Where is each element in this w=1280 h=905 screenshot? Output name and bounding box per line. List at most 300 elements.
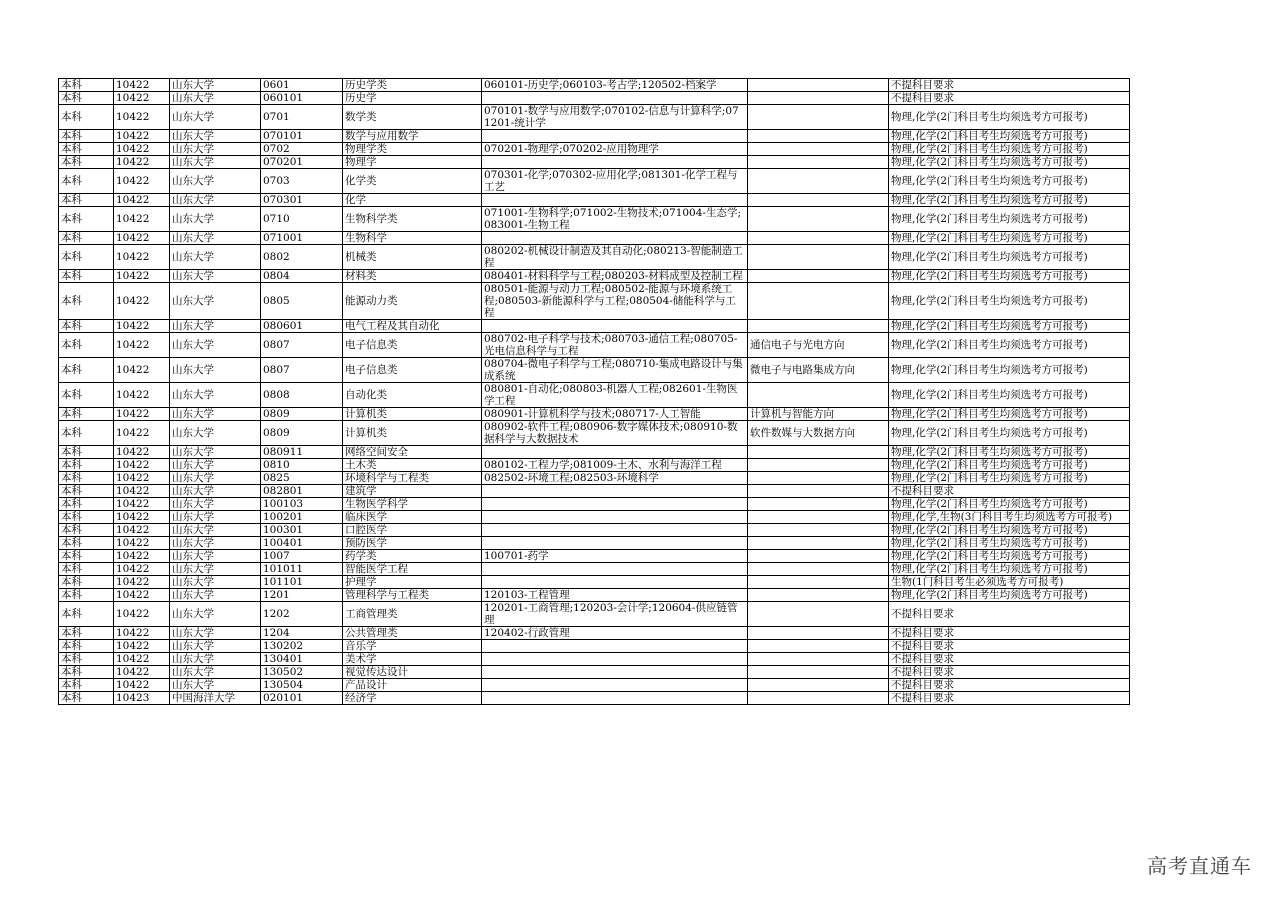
level-cell: 本科 bbox=[59, 524, 114, 537]
level-cell: 本科 bbox=[59, 270, 114, 283]
table-row bbox=[59, 692, 1130, 705]
major-name-cell: 物理学类 bbox=[343, 143, 482, 156]
school-name-cell: 山东大学 bbox=[170, 498, 261, 511]
subject-requirement-cell: 不提科目要求 bbox=[889, 640, 1130, 653]
included-majors-cell: 080401-材料科学与工程;080203-材料成型及控制工程 bbox=[482, 270, 748, 283]
direction-cell bbox=[748, 679, 889, 692]
level-cell: 本科 bbox=[59, 446, 114, 459]
major-code-cell: 1007 bbox=[261, 550, 343, 563]
school-name-cell: 山东大学 bbox=[170, 245, 261, 270]
major-code-cell: 130502 bbox=[261, 666, 343, 679]
level-cell: 本科 bbox=[59, 640, 114, 653]
included-majors-cell bbox=[482, 446, 748, 459]
school-code-cell: 10422 bbox=[114, 156, 170, 169]
included-majors-cell: 070101-数学与应用数学;070102-信息与计算科学;071201-统计学 bbox=[482, 105, 748, 130]
school-name-cell: 山东大学 bbox=[170, 320, 261, 333]
major-code-cell: 1202 bbox=[261, 602, 343, 627]
subject-requirement-cell: 物理,化学(2门科目考生均须选考方可报考) bbox=[889, 207, 1130, 232]
major-name-cell: 公共管理类 bbox=[343, 627, 482, 640]
included-majors-cell: 100701-药学 bbox=[482, 550, 748, 563]
school-name-cell: 山东大学 bbox=[170, 537, 261, 550]
direction-cell bbox=[748, 232, 889, 245]
level-cell: 本科 bbox=[59, 408, 114, 421]
included-majors-cell: 080102-工程力学;081009-土木、水利与海洋工程 bbox=[482, 459, 748, 472]
subject-requirement-cell: 物理,化学(2门科目考生均须选考方可报考) bbox=[889, 270, 1130, 283]
level-cell: 本科 bbox=[59, 537, 114, 550]
included-majors-cell bbox=[482, 320, 748, 333]
subject-requirement-cell: 物理,化学(2门科目考生均须选考方可报考) bbox=[889, 383, 1130, 408]
major-code-cell: 0809 bbox=[261, 408, 343, 421]
direction-cell bbox=[748, 270, 889, 283]
major-name-cell: 计算机类 bbox=[343, 408, 482, 421]
level-cell: 本科 bbox=[59, 156, 114, 169]
school-name-cell: 山东大学 bbox=[170, 194, 261, 207]
table-row bbox=[59, 320, 1130, 333]
level-cell: 本科 bbox=[59, 485, 114, 498]
subject-requirement-cell: 物理,化学,生物(3门科目考生均须选考方可报考) bbox=[889, 511, 1130, 524]
major-code-cell: 082801 bbox=[261, 485, 343, 498]
level-cell: 本科 bbox=[59, 666, 114, 679]
direction-cell: 计算机与智能方向 bbox=[748, 408, 889, 421]
major-name-cell: 历史学 bbox=[343, 92, 482, 105]
major-code-cell: 0703 bbox=[261, 169, 343, 194]
table-row bbox=[59, 602, 1130, 627]
major-name-cell: 临床医学 bbox=[343, 511, 482, 524]
school-code-cell: 10422 bbox=[114, 511, 170, 524]
table-row bbox=[59, 498, 1130, 511]
school-code-cell: 10422 bbox=[114, 383, 170, 408]
school-name-cell: 山东大学 bbox=[170, 358, 261, 383]
direction-cell bbox=[748, 383, 889, 408]
school-code-cell: 10422 bbox=[114, 679, 170, 692]
direction-cell: 通信电子与光电方向 bbox=[748, 333, 889, 358]
level-cell: 本科 bbox=[59, 653, 114, 666]
subject-requirement-cell: 不提科目要求 bbox=[889, 92, 1130, 105]
table-row bbox=[59, 383, 1130, 408]
major-code-cell: 0807 bbox=[261, 333, 343, 358]
table-row bbox=[59, 472, 1130, 485]
school-name-cell: 山东大学 bbox=[170, 421, 261, 446]
major-code-cell: 0710 bbox=[261, 207, 343, 232]
table-row bbox=[59, 143, 1130, 156]
school-code-cell: 10422 bbox=[114, 194, 170, 207]
school-name-cell: 山东大学 bbox=[170, 333, 261, 358]
major-code-cell: 0804 bbox=[261, 270, 343, 283]
included-majors-cell: 060101-历史学;060103-考古学;120502-档案学 bbox=[482, 79, 748, 92]
direction-cell bbox=[748, 563, 889, 576]
table-row bbox=[59, 459, 1130, 472]
included-majors-cell: 080501-能源与动力工程;080502-能源与环境系统工程;080503-新能源科学与工程;080504-储能科学与工程 bbox=[482, 283, 748, 320]
direction-cell bbox=[748, 105, 889, 130]
school-name-cell: 山东大学 bbox=[170, 156, 261, 169]
major-name-cell: 视觉传达设计 bbox=[343, 666, 482, 679]
table-row bbox=[59, 283, 1130, 320]
major-code-cell: 100201 bbox=[261, 511, 343, 524]
included-majors-cell bbox=[482, 524, 748, 537]
school-name-cell: 山东大学 bbox=[170, 408, 261, 421]
major-name-cell: 历史学类 bbox=[343, 79, 482, 92]
direction-cell bbox=[748, 692, 889, 705]
table-row bbox=[59, 194, 1130, 207]
included-majors-cell bbox=[482, 640, 748, 653]
level-cell: 本科 bbox=[59, 79, 114, 92]
subject-requirement-cell: 不提科目要求 bbox=[889, 666, 1130, 679]
direction-cell bbox=[748, 589, 889, 602]
school-name-cell: 山东大学 bbox=[170, 666, 261, 679]
subject-requirement-cell: 物理,化学(2门科目考生均须选考方可报考) bbox=[889, 130, 1130, 143]
major-name-cell: 产品设计 bbox=[343, 679, 482, 692]
school-name-cell: 山东大学 bbox=[170, 576, 261, 589]
major-name-cell: 生物科学 bbox=[343, 232, 482, 245]
school-code-cell: 10422 bbox=[114, 333, 170, 358]
table-row bbox=[59, 563, 1130, 576]
major-name-cell: 口腔医学 bbox=[343, 524, 482, 537]
table-row bbox=[59, 524, 1130, 537]
table-row bbox=[59, 446, 1130, 459]
subject-requirement-cell: 物理,化学(2门科目考生均须选考方可报考) bbox=[889, 589, 1130, 602]
included-majors-cell: 120402-行政管理 bbox=[482, 627, 748, 640]
direction-cell bbox=[748, 653, 889, 666]
major-code-cell: 020101 bbox=[261, 692, 343, 705]
subject-requirement-cell: 物理,化学(2门科目考生均须选考方可报考) bbox=[889, 446, 1130, 459]
direction-cell bbox=[748, 169, 889, 194]
included-majors-cell bbox=[482, 666, 748, 679]
major-code-cell: 130202 bbox=[261, 640, 343, 653]
major-name-cell: 智能医学工程 bbox=[343, 563, 482, 576]
direction-cell bbox=[748, 283, 889, 320]
subject-requirement-cell: 物理,化学(2门科目考生均须选考方可报考) bbox=[889, 421, 1130, 446]
major-code-cell: 100301 bbox=[261, 524, 343, 537]
major-name-cell: 经济学 bbox=[343, 692, 482, 705]
included-majors-cell: 070201-物理学;070202-应用物理学 bbox=[482, 143, 748, 156]
school-code-cell: 10422 bbox=[114, 446, 170, 459]
direction-cell bbox=[748, 640, 889, 653]
school-name-cell: 山东大学 bbox=[170, 679, 261, 692]
subject-requirement-cell: 物理,化学(2门科目考生均须选考方可报考) bbox=[889, 358, 1130, 383]
direction-cell: 软件数媒与大数据方向 bbox=[748, 421, 889, 446]
subject-requirement-cell: 不提科目要求 bbox=[889, 627, 1130, 640]
level-cell: 本科 bbox=[59, 92, 114, 105]
subject-requirement-cell: 不提科目要求 bbox=[889, 679, 1130, 692]
school-code-cell: 10422 bbox=[114, 245, 170, 270]
table-row bbox=[59, 232, 1130, 245]
school-code-cell: 10422 bbox=[114, 207, 170, 232]
major-name-cell: 预防医学 bbox=[343, 537, 482, 550]
level-cell: 本科 bbox=[59, 692, 114, 705]
major-code-cell: 070301 bbox=[261, 194, 343, 207]
school-code-cell: 10422 bbox=[114, 627, 170, 640]
direction-cell bbox=[748, 194, 889, 207]
school-name-cell: 山东大学 bbox=[170, 105, 261, 130]
school-name-cell: 山东大学 bbox=[170, 383, 261, 408]
school-name-cell: 山东大学 bbox=[170, 270, 261, 283]
major-code-cell: 1204 bbox=[261, 627, 343, 640]
major-name-cell: 电气工程及其自动化 bbox=[343, 320, 482, 333]
direction-cell bbox=[748, 485, 889, 498]
subject-requirement-cell: 物理,化学(2门科目考生均须选考方可报考) bbox=[889, 156, 1130, 169]
major-code-cell: 100401 bbox=[261, 537, 343, 550]
subject-requirement-cell: 不提科目要求 bbox=[889, 602, 1130, 627]
school-code-cell: 10422 bbox=[114, 640, 170, 653]
included-majors-cell: 080202-机械设计制造及其自动化;080213-智能制造工程 bbox=[482, 245, 748, 270]
level-cell: 本科 bbox=[59, 550, 114, 563]
direction-cell bbox=[748, 446, 889, 459]
subject-requirement-cell: 物理,化学(2门科目考生均须选考方可报考) bbox=[889, 320, 1130, 333]
level-cell: 本科 bbox=[59, 207, 114, 232]
table-row bbox=[59, 666, 1130, 679]
table-row bbox=[59, 421, 1130, 446]
subject-requirement-cell: 物理,化学(2门科目考生均须选考方可报考) bbox=[889, 459, 1130, 472]
included-majors-cell: 071001-生物科学;071002-生物技术;071004-生态学;083001-生物工程 bbox=[482, 207, 748, 232]
major-name-cell: 数学与应用数学 bbox=[343, 130, 482, 143]
school-name-cell: 山东大学 bbox=[170, 79, 261, 92]
included-majors-cell bbox=[482, 498, 748, 511]
level-cell: 本科 bbox=[59, 627, 114, 640]
included-majors-cell: 080901-计算机科学与技术;080717-人工智能 bbox=[482, 408, 748, 421]
school-code-cell: 10422 bbox=[114, 524, 170, 537]
major-name-cell: 能源动力类 bbox=[343, 283, 482, 320]
table-row bbox=[59, 550, 1130, 563]
table-row bbox=[59, 169, 1130, 194]
major-name-cell: 音乐学 bbox=[343, 640, 482, 653]
major-code-cell: 070201 bbox=[261, 156, 343, 169]
major-name-cell: 物理学 bbox=[343, 156, 482, 169]
included-majors-cell: 082502-环境工程;082503-环境科学 bbox=[482, 472, 748, 485]
major-code-cell: 060101 bbox=[261, 92, 343, 105]
school-name-cell: 山东大学 bbox=[170, 653, 261, 666]
school-name-cell: 山东大学 bbox=[170, 602, 261, 627]
level-cell: 本科 bbox=[59, 194, 114, 207]
level-cell: 本科 bbox=[59, 472, 114, 485]
subject-requirement-cell: 物理,化学(2门科目考生均须选考方可报考) bbox=[889, 143, 1130, 156]
school-code-cell: 10422 bbox=[114, 537, 170, 550]
school-name-cell: 山东大学 bbox=[170, 283, 261, 320]
major-code-cell: 0702 bbox=[261, 143, 343, 156]
major-code-cell: 080911 bbox=[261, 446, 343, 459]
subject-requirement-cell: 物理,化学(2门科目考生均须选考方可报考) bbox=[889, 524, 1130, 537]
level-cell: 本科 bbox=[59, 358, 114, 383]
school-code-cell: 10422 bbox=[114, 105, 170, 130]
school-name-cell: 山东大学 bbox=[170, 207, 261, 232]
direction-cell bbox=[748, 550, 889, 563]
subject-requirement-cell: 物理,化学(2门科目考生均须选考方可报考) bbox=[889, 498, 1130, 511]
major-code-cell: 0825 bbox=[261, 472, 343, 485]
table-row bbox=[59, 207, 1130, 232]
major-name-cell: 计算机类 bbox=[343, 421, 482, 446]
subject-requirement-cell: 物理,化学(2门科目考生均须选考方可报考) bbox=[889, 169, 1130, 194]
included-majors-cell bbox=[482, 537, 748, 550]
school-code-cell: 10422 bbox=[114, 92, 170, 105]
level-cell: 本科 bbox=[59, 511, 114, 524]
school-name-cell: 山东大学 bbox=[170, 169, 261, 194]
table-row bbox=[59, 333, 1130, 358]
direction-cell bbox=[748, 320, 889, 333]
subject-requirement-cell: 物理,化学(2门科目考生均须选考方可报考) bbox=[889, 283, 1130, 320]
included-majors-cell bbox=[482, 653, 748, 666]
school-name-cell: 山东大学 bbox=[170, 143, 261, 156]
major-name-cell: 药学类 bbox=[343, 550, 482, 563]
school-code-cell: 10422 bbox=[114, 408, 170, 421]
major-code-cell: 0810 bbox=[261, 459, 343, 472]
school-name-cell: 山东大学 bbox=[170, 511, 261, 524]
table-row bbox=[59, 511, 1130, 524]
included-majors-cell bbox=[482, 485, 748, 498]
major-code-cell: 0701 bbox=[261, 105, 343, 130]
subject-requirement-cell: 物理,化学(2门科目考生均须选考方可报考) bbox=[889, 550, 1130, 563]
table-row bbox=[59, 537, 1130, 550]
school-code-cell: 10422 bbox=[114, 283, 170, 320]
subject-requirement-cell: 物理,化学(2门科目考生均须选考方可报考) bbox=[889, 408, 1130, 421]
table-row bbox=[59, 79, 1130, 92]
school-code-cell: 10422 bbox=[114, 79, 170, 92]
direction-cell bbox=[748, 156, 889, 169]
school-code-cell: 10422 bbox=[114, 270, 170, 283]
school-name-cell: 山东大学 bbox=[170, 472, 261, 485]
subject-requirement-cell: 物理,化学(2门科目考生均须选考方可报考) bbox=[889, 537, 1130, 550]
school-code-cell: 10422 bbox=[114, 666, 170, 679]
direction-cell bbox=[748, 666, 889, 679]
major-name-cell: 机械类 bbox=[343, 245, 482, 270]
included-majors-cell bbox=[482, 194, 748, 207]
subject-requirement-cell: 物理,化学(2门科目考生均须选考方可报考) bbox=[889, 105, 1130, 130]
major-code-cell: 071001 bbox=[261, 232, 343, 245]
direction-cell bbox=[748, 602, 889, 627]
major-code-cell: 080601 bbox=[261, 320, 343, 333]
school-code-cell: 10422 bbox=[114, 320, 170, 333]
level-cell: 本科 bbox=[59, 576, 114, 589]
level-cell: 本科 bbox=[59, 130, 114, 143]
major-code-cell: 101011 bbox=[261, 563, 343, 576]
included-majors-cell bbox=[482, 576, 748, 589]
school-code-cell: 10422 bbox=[114, 143, 170, 156]
subject-requirement-cell: 物理,化学(2门科目考生均须选考方可报考) bbox=[889, 245, 1130, 270]
direction-cell bbox=[748, 207, 889, 232]
major-name-cell: 环境科学与工程类 bbox=[343, 472, 482, 485]
level-cell: 本科 bbox=[59, 498, 114, 511]
level-cell: 本科 bbox=[59, 320, 114, 333]
subject-requirement-cell: 生物(1门科目考生必须选考方可报考) bbox=[889, 576, 1130, 589]
direction-cell bbox=[748, 459, 889, 472]
major-code-cell: 0809 bbox=[261, 421, 343, 446]
subject-requirement-cell: 不提科目要求 bbox=[889, 485, 1130, 498]
school-code-cell: 10423 bbox=[114, 692, 170, 705]
table-row bbox=[59, 589, 1130, 602]
school-code-cell: 10422 bbox=[114, 472, 170, 485]
major-code-cell: 0808 bbox=[261, 383, 343, 408]
table-row bbox=[59, 156, 1130, 169]
school-name-cell: 山东大学 bbox=[170, 485, 261, 498]
major-code-cell: 070101 bbox=[261, 130, 343, 143]
included-majors-cell: 080702-电子科学与技术;080703-通信工程;080705-光电信息科学与工程 bbox=[482, 333, 748, 358]
direction-cell bbox=[748, 472, 889, 485]
table-row bbox=[59, 130, 1130, 143]
school-name-cell: 山东大学 bbox=[170, 446, 261, 459]
major-name-cell: 化学类 bbox=[343, 169, 482, 194]
direction-cell bbox=[748, 537, 889, 550]
level-cell: 本科 bbox=[59, 421, 114, 446]
school-code-cell: 10422 bbox=[114, 602, 170, 627]
school-name-cell: 山东大学 bbox=[170, 524, 261, 537]
school-name-cell: 山东大学 bbox=[170, 589, 261, 602]
school-code-cell: 10422 bbox=[114, 130, 170, 143]
table-row bbox=[59, 627, 1130, 640]
included-majors-cell: 120201-工商管理;120203-会计学;120604-供应链管理 bbox=[482, 602, 748, 627]
direction-cell bbox=[748, 511, 889, 524]
included-majors-cell bbox=[482, 232, 748, 245]
table-row bbox=[59, 92, 1130, 105]
major-name-cell: 美术学 bbox=[343, 653, 482, 666]
school-name-cell: 山东大学 bbox=[170, 92, 261, 105]
major-code-cell: 0601 bbox=[261, 79, 343, 92]
table-row bbox=[59, 640, 1130, 653]
table-row bbox=[59, 245, 1130, 270]
subject-requirement-cell: 不提科目要求 bbox=[889, 653, 1130, 666]
table-row bbox=[59, 358, 1130, 383]
included-majors-cell bbox=[482, 563, 748, 576]
level-cell: 本科 bbox=[59, 563, 114, 576]
major-name-cell: 电子信息类 bbox=[343, 358, 482, 383]
subject-requirement-cell: 物理,化学(2门科目考生均须选考方可报考) bbox=[889, 333, 1130, 358]
major-name-cell: 土木类 bbox=[343, 459, 482, 472]
level-cell: 本科 bbox=[59, 383, 114, 408]
included-majors-cell bbox=[482, 130, 748, 143]
included-majors-cell bbox=[482, 156, 748, 169]
major-code-cell: 101101 bbox=[261, 576, 343, 589]
major-name-cell: 生物医学科学 bbox=[343, 498, 482, 511]
major-code-cell: 0805 bbox=[261, 283, 343, 320]
direction-cell bbox=[748, 92, 889, 105]
subject-requirement-cell: 物理,化学(2门科目考生均须选考方可报考) bbox=[889, 232, 1130, 245]
included-majors-cell: 080902-软件工程;080906-数字媒体技术;080910-数据科学与大数据技术 bbox=[482, 421, 748, 446]
major-name-cell: 管理科学与工程类 bbox=[343, 589, 482, 602]
school-code-cell: 10422 bbox=[114, 498, 170, 511]
subject-requirement-cell: 物理,化学(2门科目考生均须选考方可报考) bbox=[889, 194, 1130, 207]
table-body bbox=[59, 79, 1130, 705]
school-code-cell: 10422 bbox=[114, 563, 170, 576]
level-cell: 本科 bbox=[59, 589, 114, 602]
direction-cell bbox=[748, 524, 889, 537]
included-majors-cell: 070301-化学;070302-应用化学;081301-化学工程与工艺 bbox=[482, 169, 748, 194]
included-majors-cell bbox=[482, 679, 748, 692]
direction-cell bbox=[748, 245, 889, 270]
major-name-cell: 材料类 bbox=[343, 270, 482, 283]
major-name-cell: 建筑学 bbox=[343, 485, 482, 498]
major-name-cell: 网络空间安全 bbox=[343, 446, 482, 459]
direction-cell bbox=[748, 576, 889, 589]
school-name-cell: 山东大学 bbox=[170, 232, 261, 245]
school-code-cell: 10422 bbox=[114, 232, 170, 245]
table-row bbox=[59, 679, 1130, 692]
included-majors-cell bbox=[482, 92, 748, 105]
watermark-text: 高考直通车 bbox=[1147, 854, 1252, 878]
level-cell: 本科 bbox=[59, 245, 114, 270]
level-cell: 本科 bbox=[59, 602, 114, 627]
school-code-cell: 10422 bbox=[114, 589, 170, 602]
direction-cell bbox=[748, 498, 889, 511]
table-row bbox=[59, 653, 1130, 666]
major-name-cell: 化学 bbox=[343, 194, 482, 207]
school-name-cell: 中国海洋大学 bbox=[170, 692, 261, 705]
school-name-cell: 山东大学 bbox=[170, 130, 261, 143]
included-majors-cell bbox=[482, 692, 748, 705]
major-code-cell: 100103 bbox=[261, 498, 343, 511]
included-majors-cell: 120103-工程管理 bbox=[482, 589, 748, 602]
subject-requirement-cell: 物理,化学(2门科目考生均须选考方可报考) bbox=[889, 563, 1130, 576]
major-code-cell: 0802 bbox=[261, 245, 343, 270]
included-majors-cell: 080801-自动化;080803-机器人工程;082601-生物医学工程 bbox=[482, 383, 748, 408]
school-code-cell: 10422 bbox=[114, 169, 170, 194]
direction-cell: 微电子与电路集成方向 bbox=[748, 358, 889, 383]
